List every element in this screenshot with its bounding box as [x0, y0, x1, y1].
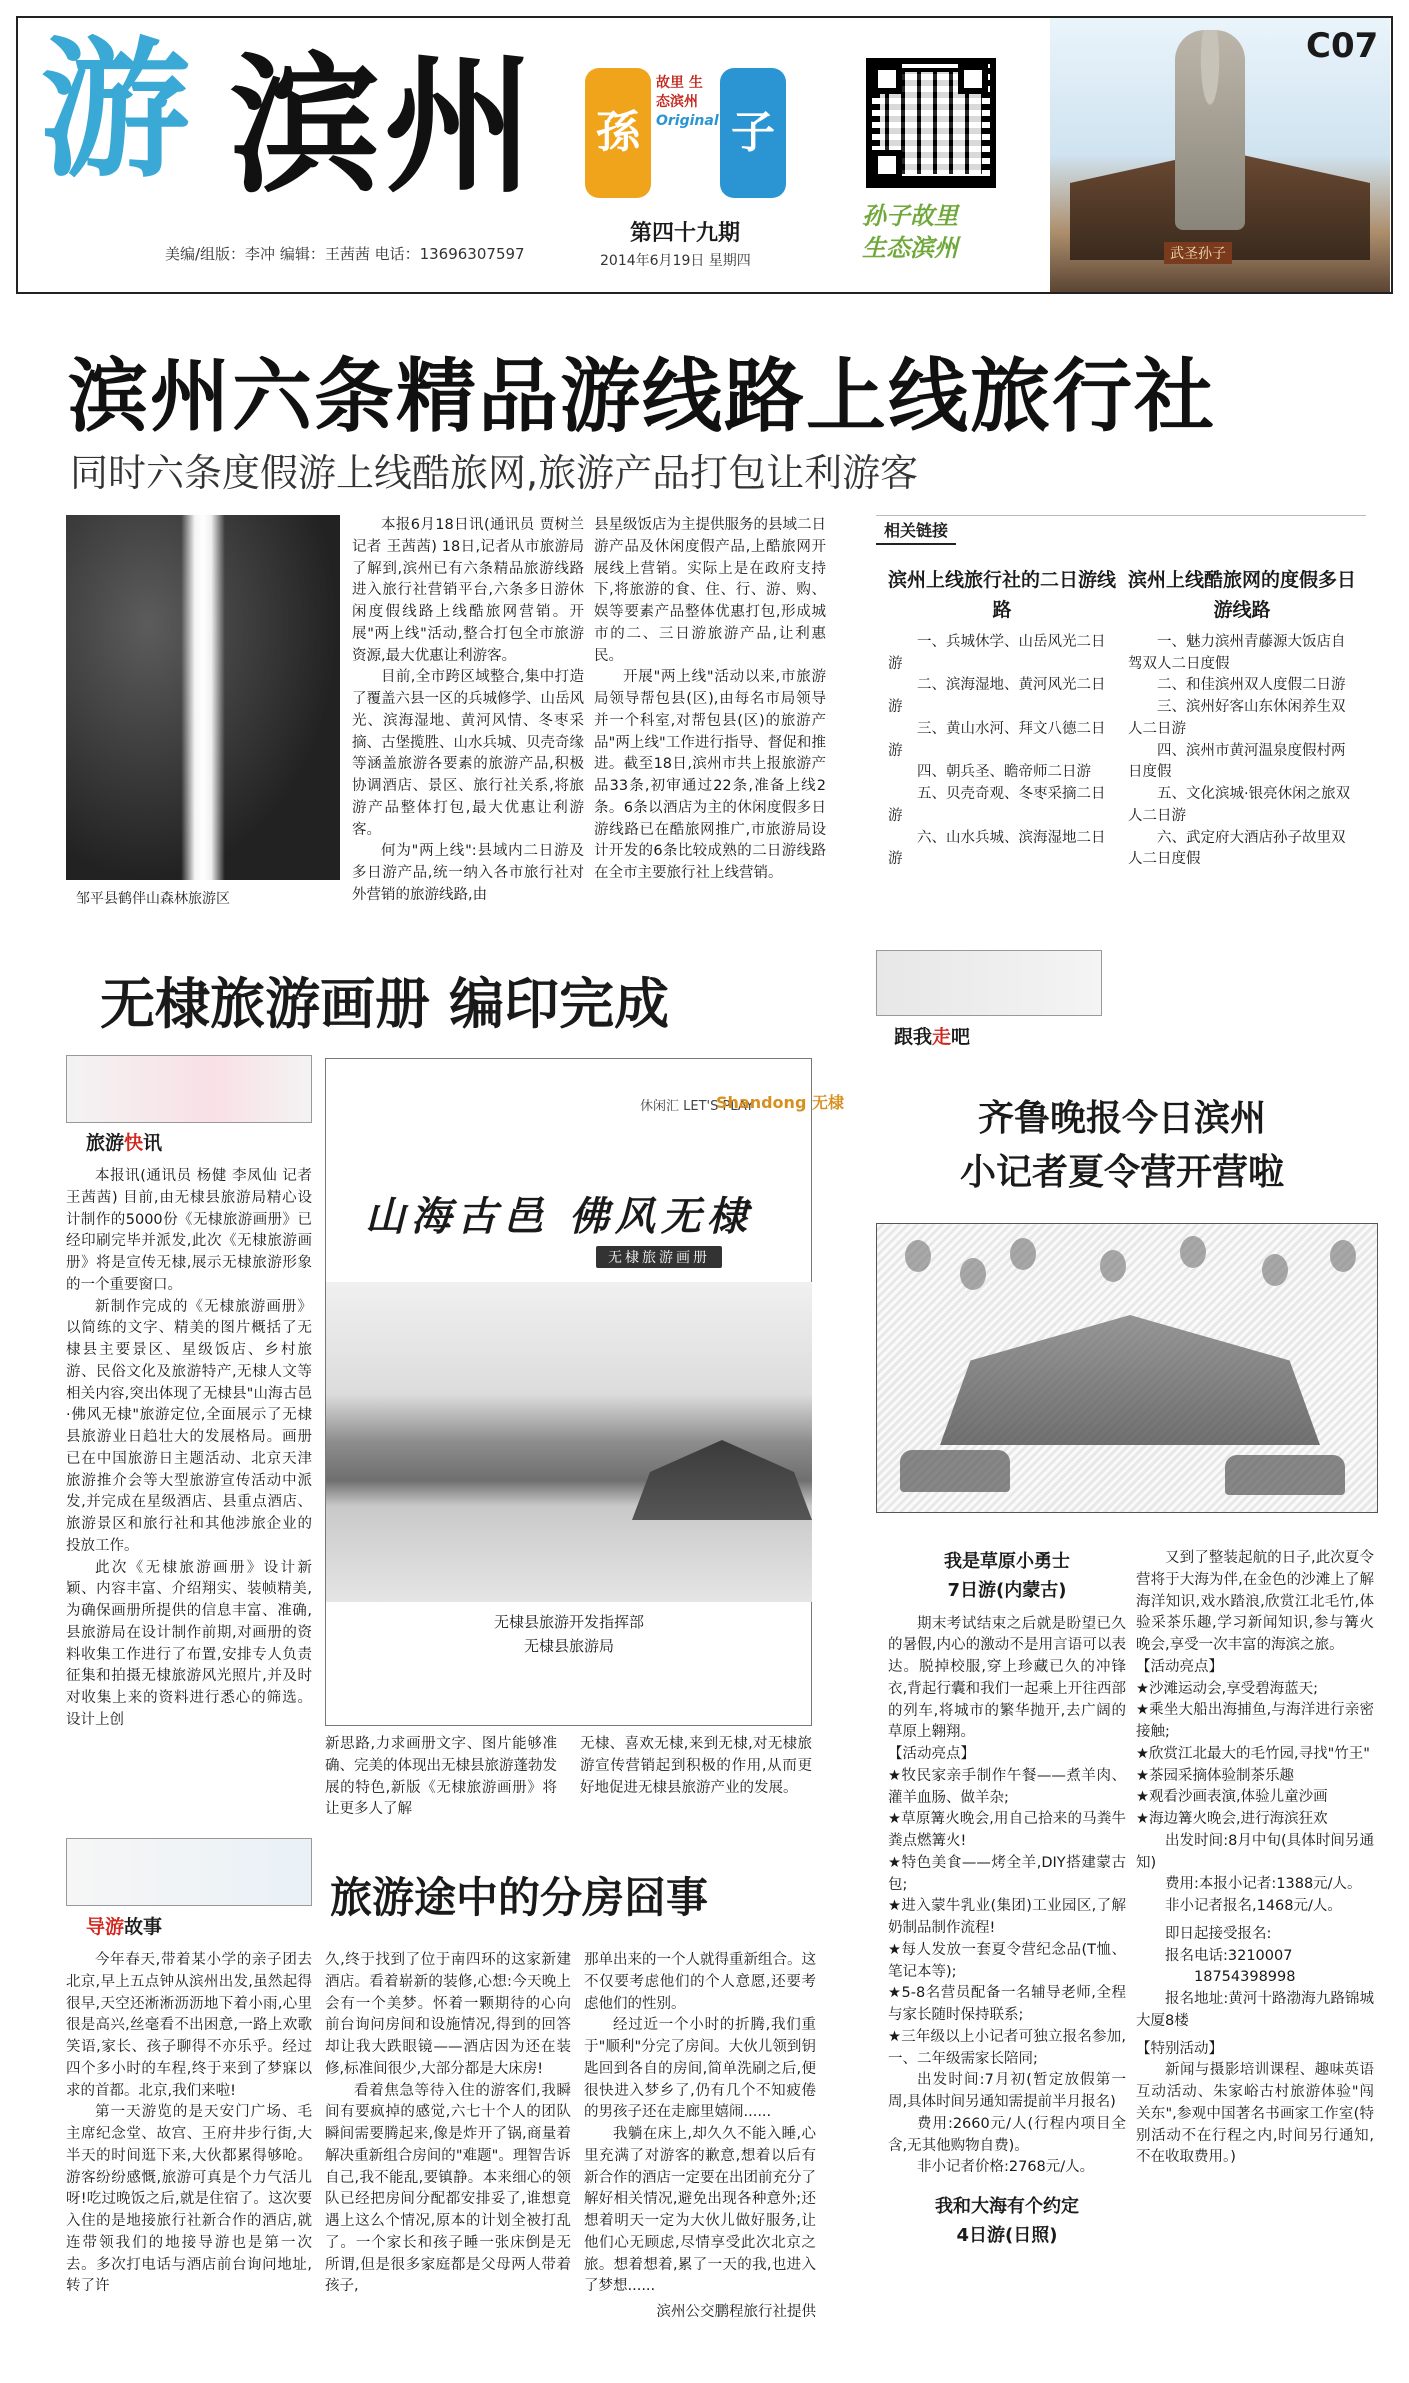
paragraph: 经过近一个小时的折腾,我们重于"顺利"分完了房间。大伙儿领到钥匙回到各自的房间,简单洗刷之后,便很快进入梦乡了,仍有几个不知疲倦的男孩子还在走廊里嬉闹...... [584, 2017, 816, 2121]
drawing-balloon [1330, 1240, 1356, 1272]
story-headline: 旅游途中的分房囧事 [330, 1873, 709, 1922]
list-item: 五、贝壳奇观、冬枣采摘二日游 [888, 786, 1106, 824]
drawing-balloon [1180, 1236, 1206, 1268]
paragraph: 新制作完成的《无棣旅游画册》以简练的文字、精美的图片概括了无棣县主要景区、星级饭店、乡村旅游、民俗文化及旅游特产,无棣人文等相关内容,突出体现了无棣县"山海古邑·佛风无棣"旅游定位,全面展示了无棣县旅游业日趋壮大的发展格局。画册已在中国旅游日主题活动、北京天津旅游推介会等大型旅游宣传活动中派发,并完成在星级酒店、县重点酒店、旅游景区和旅行社和其他涉旅企业的投放工作。 [66, 1298, 312, 1554]
slogan [862, 200, 958, 265]
paragraph: 非小记者报名,1468元/人。 [1165, 1898, 1342, 1914]
slogan-line-1: 孙子故里 [862, 202, 958, 230]
paragraph: 我躺在床上,却久久不能入睡,心里充满了对游客的歉意,想着以后有新合作的酒店一定要在出团前充分了解好相关情况,避免出现各种意外;还想着明天一定为大伙儿做好服务,让他们心无顾虑,尽情享受此次北京之旅。想着想着,累了一天的我,也进入了梦想...... [584, 2126, 816, 2295]
gate-label: 武圣孙子 [1164, 242, 1232, 264]
album-title: 山海古邑 佛风无棣 [365, 1193, 753, 1240]
tag-text: 吧 [951, 1026, 971, 1048]
drawing-balloon [1010, 1238, 1036, 1270]
story-column-3 [584, 1950, 816, 2324]
list-item: 三、黄山水河、拜文八德二日游 [888, 720, 1106, 759]
brand-en: Original [656, 112, 719, 129]
paragraph: 第一天游览的是天安门广场、毛主席纪念堂、故宫、王府井步行街,大半天的时间逛下来,大伙都累得够呛。游客纷纷感慨,旅游可真是个力气活儿呀!吃过晚饭之后,就是住宿了。这次要入住的是地接旅行社新合作的酒店,就连带领我们的地接导游也是第一次去。多次打电话与酒店前台询问地址,转了许 [66, 2104, 312, 2295]
wudi-tag-title [86, 1128, 162, 1155]
list-item: ★三年级以上小记者可独立报名参加,一、二年级需家长陪同; [888, 2028, 1126, 2067]
list-item: 三、滨州好客山东休闲养生双人二日游 [1128, 699, 1346, 737]
paragraph: 看着焦急等待入住的游客们,我瞬间有要疯掉的感觉,六七十个人的团队瞬间需要腾起来,像是炸开了锅,商量着解决重新组合房间的"难题"。理智告诉自己,我不能乱,要镇静。本来细心的领队已经把房间分配都安排妥了,谁想竟遇上这么个情况,原本的计划全被打乱了。一个家长和孩子睡一张床倒是无所谓,但是很多家庭都是父母两人带着孩子, [325, 2082, 571, 2295]
photo-caption: 邹平县鹤伴山森林旅游区 [76, 891, 230, 907]
tag-text-highlight: 快 [124, 1132, 144, 1154]
list-item: ★海边篝火晚会,进行海滨狂欢 [1136, 1811, 1328, 1827]
paragraph: 久,终于找到了位于南四环的这家新建酒店。看着崭新的装修,心想:今天晚上会有一个美梦。怀着一颗期待的心向前台询问房间和设施情况,得到的回答却让我大跌眼镜——酒店因为还在装修,标准间很少,大部分都是大床房! [325, 1952, 571, 2077]
issue-date: 2014年6月19日 星期四 [600, 253, 751, 269]
list-item: ★5-8名营员配备一名辅导老师,全程与家长随时保持联系; [888, 1985, 1126, 2024]
issue-number: 第四十九期 [630, 221, 741, 246]
qr-corner [958, 64, 988, 94]
album-publisher-2: 无棣县旅游局 [523, 1637, 614, 1655]
tag-text: 旅游 [86, 1132, 125, 1154]
paragraph: 费用:2660元/人(行程内项目全含,无其他购物自费)。 [888, 2115, 1126, 2154]
paragraph: 又到了整装起航的日子,此次夏令营将于大海为伴,在金色的沙滩上了解海洋知识,戏水踏浪,欣赏江北毛竹,体验采茶乐趣,学习新闻知识,参与篝火晚会,享受一次丰富的海滨之旅。 [1136, 1550, 1374, 1653]
related-left-list [888, 632, 1116, 871]
list-item: 二、和佳滨州双人度假二日游 [1157, 677, 1346, 694]
paragraph: 18754398998 [1194, 1969, 1296, 1986]
album-publisher [326, 1610, 812, 1658]
story-signature: 滨州公交鹏程旅行社提供 [656, 2304, 816, 2320]
wudi-column-3: 无棣、喜欢无棣,来到无棣,对无棣旅游宣传营销起到积极的作用,从而更好地促进无棣县旅游产业的发展。 [580, 1736, 812, 1796]
trip2-title-2: 4日游(日照) [956, 2224, 1058, 2246]
paragraph: 此次《无棣旅游画册》设计新颖、内容丰富、介绍翔实、装帧精美,为确保画册所提供的信息丰富、准确,县旅游局在设计制作前期,对画册的资料收集工作进行了布置,安排专人负责征集和拍摄无棣旅游风光照片,并及时对收集上来的资料进行悉心的筛选。设计上创 [66, 1559, 312, 1728]
list-item: ★乘坐大船出海捕鱼,与海洋进行亲密接触; [1136, 1702, 1374, 1740]
camp-headline [960, 1092, 1284, 1200]
drawing-balloon [905, 1240, 931, 1272]
paragraph: 本报讯(通讯员 杨健 李凤仙 记者 王茜茜) 目前,由无棣县旅游局精心设计制作的5000份《无棣旅游画册》已经印刷完毕并派发,此次《无棣旅游画册》将是宣传无棣,展示无棣旅游形象的一个重要窗口。 [66, 1168, 312, 1293]
lead-subhead: 同时六条度假游上线酷旅网,旅游产品打包让利游客 [70, 451, 919, 495]
story-column-2 [325, 1950, 571, 2298]
credits: 美编/组版：李冲 编辑：王茜茜 电话：13696307597 [165, 245, 525, 263]
story-tag-title [86, 1912, 162, 1939]
related-right-title: 滨州上线酷旅网的度假多日游线路 [1128, 569, 1357, 622]
album-photo [326, 1282, 812, 1602]
paragraph: 本报6月18日讯(通讯员 贾树兰 记者 王茜茜) 18日,记者从市旅游局了解到,滨州已有六条精品旅游线路进入旅行社营销平台,六条多日游休闲度假线路上线酷旅网营销。开展"两上线"活动,整合打包全市旅游资源,最大优惠让利游客。 [352, 517, 584, 664]
trip1-body [888, 1614, 1126, 2180]
drawing-car [900, 1450, 1010, 1492]
related-left [888, 565, 1116, 871]
album-logo-1: 休闲汇 LET'S PLAY [640, 1099, 754, 1114]
list-item: ★草原篝火晚会,用自己拾来的马粪牛粪点燃篝火! [888, 1811, 1126, 1850]
lead-column-2 [594, 515, 826, 885]
drawing-car [1225, 1455, 1345, 1495]
brand-mid [656, 74, 719, 131]
list-item: ★进入蒙牛乳业(集团)工业园区,了解奶制品制作流程! [888, 1898, 1126, 1937]
wudi-column-1 [66, 1166, 312, 1732]
list-item: 二、滨海湿地、黄河风光二日游 [888, 677, 1106, 716]
tag-text: 故事 [124, 1916, 163, 1938]
album-subtitle: 无棣旅游画册 [596, 1246, 722, 1268]
list-item: 一、魅力滨州青藤源大饭店自驾双人二日度假 [1128, 633, 1346, 672]
wudi-tag-box [66, 1055, 312, 1123]
trip2-title-1: 我和大海有个约定 [935, 2196, 1079, 2218]
camp-headline-1: 齐鲁晚报今日滨州 [978, 1098, 1267, 1139]
list-item: ★茶园采摘体验制茶乐趣 [1136, 1767, 1294, 1784]
tag-text: 跟我 [894, 1026, 933, 1048]
list-item: 四、朝兵圣、瞻帝师二日游 [917, 764, 1091, 781]
list-item: ★欣赏江北最大的毛竹园,寻找"竹王" [1136, 1745, 1370, 1762]
drawing-balloon [960, 1258, 986, 1290]
qr-corner [872, 64, 902, 94]
paragraph: 新闻与摄影培训课程、趣味英语互动活动、朱家峪古村旅游体验"闯关东",参观中国著名书画家工作室(特别活动不在行程之内,时间另行通知,不在收取费用。) [1136, 2062, 1374, 2166]
logo-binzhou: 滨州 [230, 40, 539, 214]
related-left-title: 滨州上线旅行社的二日游线路 [888, 569, 1117, 622]
paragraph: 费用:本报小记者:1388元/人。 [1165, 1876, 1362, 1893]
related-tag: 相关链接 [876, 516, 956, 545]
list-item: 六、山水兵城、滨海湿地二日游 [888, 829, 1106, 868]
slogan-line-2: 生态滨州 [862, 234, 958, 263]
brand-zi: 子 [720, 68, 786, 198]
list-item: ★牧民家亲手制作午餐——煮羊肉、灌羊血肠、做羊杂; [888, 1767, 1126, 1806]
waterfall-photo [66, 515, 340, 880]
paragraph: 报名地址:黄河十路渤海九路锦城大厦8楼 [1136, 1991, 1374, 2029]
camp-tag-title [894, 1022, 970, 1049]
tag-text-highlight: 导 [86, 1916, 106, 1938]
paragraph: 那单出来的一个人就得重新组合。这不仅要考虑他们的个人意愿,还要考虑他们的性别。 [584, 1952, 816, 2012]
camp-tag-box [876, 950, 1102, 1016]
list-item: 四、滨州市黄河温泉度假村两日度假 [1128, 742, 1346, 781]
qr-corner [872, 150, 902, 180]
list-item: 一、兵城休学、山岳风光二日游 [888, 633, 1106, 672]
story-column-1 [66, 1950, 312, 2298]
camp-headline-2: 小记者夏令营开营啦 [960, 1152, 1285, 1193]
related-right-list [1128, 632, 1356, 871]
list-item: 【活动亮点】 [1136, 1658, 1223, 1675]
drawing-balloon [1100, 1250, 1126, 1282]
paragraph: 即日起接受报名: [1165, 1925, 1272, 1942]
paragraph: 非小记者价格:2768元/人。 [917, 2159, 1095, 2176]
tag-text-highlight: 游 [105, 1916, 125, 1938]
list-item: ★沙滩运动会,享受碧海蓝天; [1136, 1680, 1318, 1697]
paragraph: 县星级饭店为主提供服务的县域二日游产品及休闲度假产品,上酷旅网开展线上营销。实际上是在政府支持下,将旅游的食、住、行、游、购、娱等要素产品整体优惠打包,形成城市的二、三日游旅游产品,让利惠民。 [594, 517, 826, 664]
camp-trip-2-body [1136, 1548, 1374, 2169]
list-item: 【活动亮点】 [888, 1746, 975, 1763]
album-logo-2: Shandong 无棣 [716, 1093, 844, 1112]
list-item: 【特别活动】 [1136, 2040, 1223, 2057]
paragraph: 出发时间:8月中旬(具体时间另通知) [1136, 1832, 1374, 1871]
list-item: 六、武定府大酒店孙子故里双人二日度假 [1128, 829, 1346, 868]
album-publisher-1: 无棣县旅游开发指挥部 [493, 1613, 644, 1631]
statue-figure [1175, 30, 1245, 230]
paragraph: 报名电话:3210007 [1165, 1947, 1293, 1964]
trip1-title-1: 我是草原小勇士 [944, 1551, 1070, 1572]
list-item: ★观看沙画表演,体验儿童沙画 [1136, 1789, 1328, 1806]
paragraph: 何为"两上线":县域内二日游及多日游产品,统一纳入各市旅行社对外营销的旅游线路,由 [352, 843, 584, 903]
logo-you: 游 [40, 24, 191, 198]
wudi-column-2: 新思路,力求画册文字、图片能够准确、完美的体现出无棣县旅游蓬勃发展的特色,新版《无棣旅游画册》将让更多人了解 [325, 1736, 557, 1818]
page-number: C07 [1306, 26, 1379, 66]
paragraph: 今年春天,带着某小学的亲子团去北京,早上五点钟从滨州出发,虽然起得很早,天空还淅淅沥沥地下着小雨,心里很是高兴,丝毫看不出困意,一路上欢歌笑语,家长、孩子聊得不亦乐乎。经过四个多小时的车程,终于来到了梦寐以求的首都。北京,我们来啦! [66, 1952, 312, 2099]
story-tag-box [66, 1838, 312, 1906]
list-item: ★每人发放一套夏令营纪念品(T恤、笔记本等); [888, 1941, 1126, 1980]
paragraph: 开展"两上线"活动以来,市旅游局领导帮包县(区),由每名市局领导并一个科室,对帮包县(区)的旅游产品"两上线"工作进行指导、督促和推进。截至18日,滨州市共上报旅游产品33条,初审通过22条,准备上线2条。6条以酒店为主的休闲度假多日游线路已在酷旅网推广,市旅游局设计开发的6条比较成熟的二日游线路在全市主要旅行社上线营销。 [594, 669, 826, 881]
list-item: 五、文化滨城·银亮休闲之旅双人二日游 [1128, 786, 1351, 824]
drawing-balloon [1262, 1254, 1288, 1286]
brand-mid-text: 故里 生态滨州 [656, 75, 703, 110]
trip1-title-2: 7日游(内蒙古) [947, 1579, 1067, 1601]
camp-trip-1 [888, 1548, 1126, 2251]
paragraph: 目前,全市跨区域整合,集中打造了覆盖六县一区的兵城修学、山岳风光、滨海湿地、黄河风情、冬枣采摘、古堡揽胜、山水兵城、贝壳奇缘等涵盖旅游各要素的旅游产品,积极协调酒店、景区、旅行社关系,将旅游产品整体打包,最大优惠让利游客。 [352, 669, 584, 838]
wudi-headline: 无棣旅游画册 编印完成 [100, 972, 670, 1036]
lead-headline: 滨州六条精品游线路上线旅行社 [68, 350, 1216, 443]
tag-text-highlight: 走 [932, 1026, 952, 1048]
related-right [1128, 565, 1356, 871]
paragraph: 期末考试结束之后就是盼望已久的暑假,内心的激动不是用言语可以表达。脱掉校服,穿上珍藏已久的冲锋衣,背起行囊和我们一起乘上开往西部的列车,将城市的繁华抛开,去广阔的草原上翱翔。 [888, 1615, 1126, 1741]
paragraph: 出发时间:7月初(暂定放假第一周,具体时间另通知需提前半月报名) [888, 2072, 1126, 2111]
brand-sun: 孫 [585, 68, 651, 198]
list-item: ★特色美食——烤全羊,DIY搭建蒙古包; [888, 1854, 1126, 1893]
lead-column-1 [352, 515, 584, 907]
tag-text: 讯 [143, 1132, 163, 1154]
